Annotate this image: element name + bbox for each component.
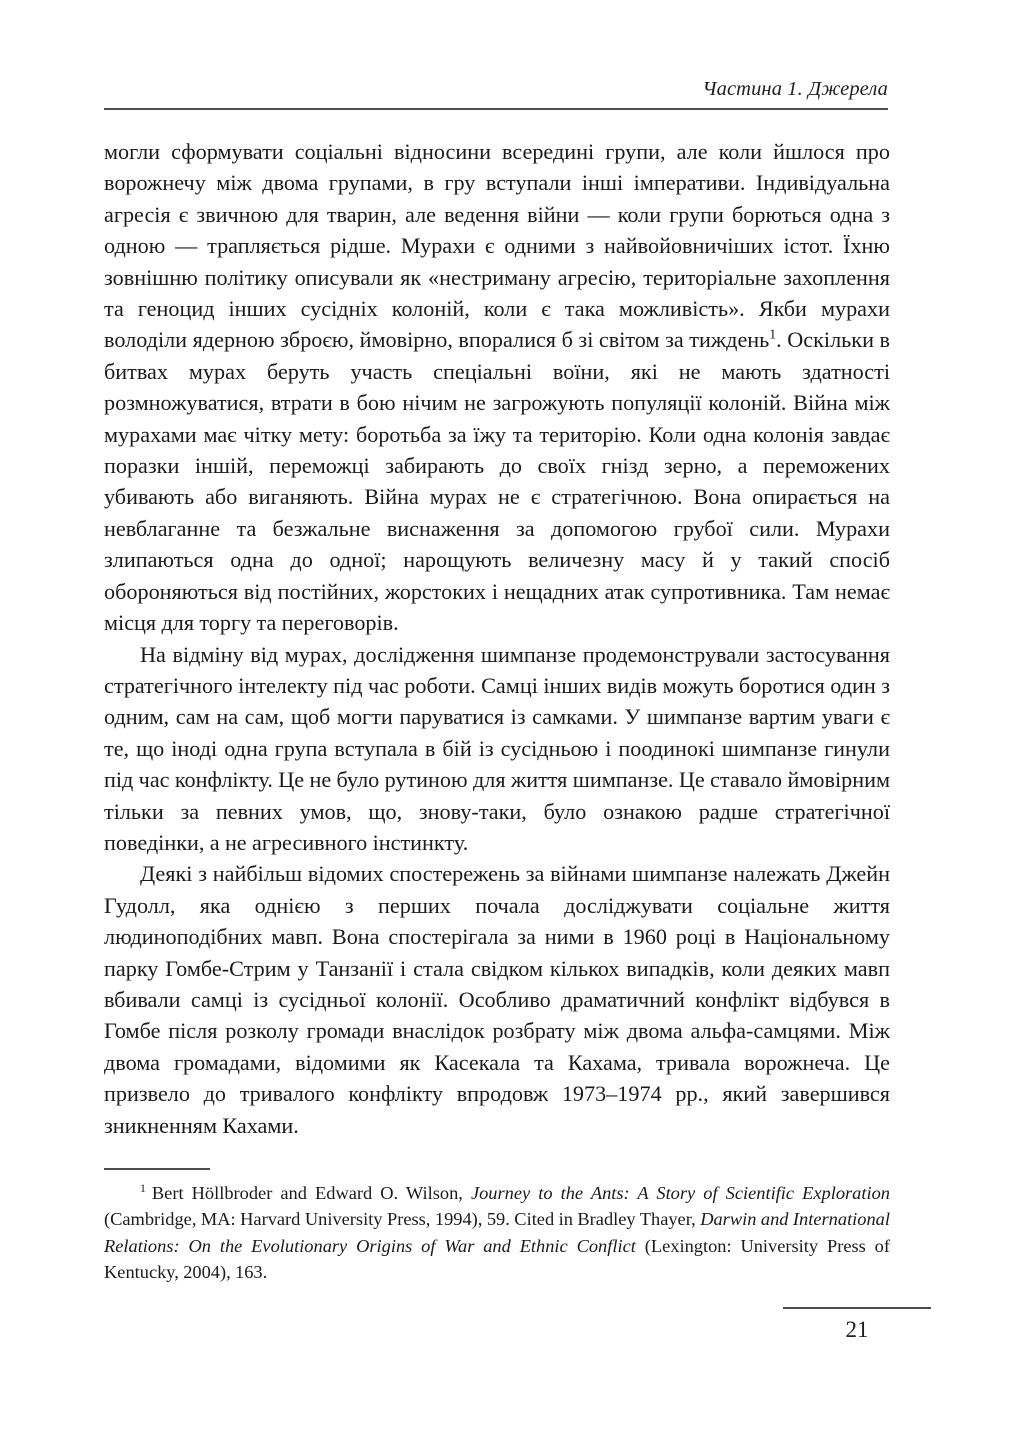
folio-block (783, 1307, 931, 1342)
paragraph-ants-text-before-footnote: могли сформувати соціальні відносини всередині групи, але коли йшлося про ворожнечу між двома групами, в гру вступали інші імперативи. Індивідуальна агресія є звичною для тварин, але ведення війни — коли групи борються одна з одною — трапляється рідше. Мурахи є одними з найвойовничіших істот. Їхню зовнішню політику описували як «нестриману агресію, територіальне захоплення та геноцид інших сусідніх колоній, коли є така можливість». Якби мурахи володіли ядерною зброєю, ймовірно, впоралися б зі світом за тиждень (104, 139, 890, 353)
footnote-segment-imprint-ants: (Cambridge, MA: Harvard University Press, 1994), 59. Cited in Bradley Thayer, (104, 1209, 701, 1230)
paragraph-goodall-text: Деякі з найбільш відомих спостережень за війнами шимпанзе належать Джейн Гудолл, яка однією з перших почала досліджувати соціальне життя людиноподібних мавп. Вона спостерігала за ними в 1960 році в Національному парку Гомбе-Стрим у Танзанії і стала свідком кількох випадків, коли деяких мавп вбивали самці із сусідньої колонії. Особливо драматичний конфлікт відбувся в Гомбе після розколу громади внаслідок розбрату між двома альфа-самцями. Між двома громадами, відомими як Касекала та Кахама, тривала ворожнеча. Це призвело до тривалого конфлікту впродовж 1973–1974 рр., який завершився зникненням Кахами. (104, 861, 890, 1138)
running-header (104, 78, 888, 110)
footnote-number: 1 (140, 1181, 146, 1195)
footnote-reference-marker[interactable]: 1 (769, 327, 777, 343)
paragraph-chimps-strategy-text: На відміну від мурах, дослідження шимпанзе продемонстрували застосування стратегічного інтелекту під час роботи. Самці інших видів можуть боротися один з одним, сам на сам, щоб могти паруватися із самками. У шимпанзе вартим уваги є те, що іноді одна група вступала в бій із сусідньою і поодинокі шимпанзе гинули під час конфлікту. Це не було рутиною для життя шимпанзе. Це ставало ймовірним тільки за певних умов, що, знову-таки, було ознакою радше стратегічної поведінки, а не агресивного інстинкту. (104, 641, 890, 855)
footnote-segment-author: Bert Höllbroder and Edward O. Wilson, (151, 1183, 471, 1203)
footnote-segment-title-ants: Journey to the Ants: A Story of Scientific Exploration (470, 1183, 890, 1203)
footnote-segment-title-darwin: Darwin and International Relations: On the Evolutionary Origins of War and Ethnic Conflict (104, 1209, 890, 1256)
footnote-segment-imprint-darwin: (Lexington: University Press of Kentucky, 2004), 163. (104, 1235, 891, 1283)
footnote-block (104, 1168, 890, 1286)
paragraph-goodall (104, 858, 890, 1141)
paragraph-chimps-strategy (104, 639, 890, 859)
header-divider-rule (104, 108, 888, 110)
paragraph-ants (104, 136, 890, 639)
body-text-block (104, 136, 890, 1141)
page-number: 21 (845, 1316, 869, 1342)
running-header-title: Частина 1. Джерела (702, 78, 888, 100)
footnote-entry-1 (104, 1180, 890, 1286)
folio-divider-rule (783, 1307, 931, 1309)
footnote-separator-rule (104, 1168, 210, 1170)
paragraph-ants-text-after-footnote: . Оскільки в битвах мурах беруть участь спеціальні воїни, які не мають здатності розмножуватися, втрати в бою нічим не загрожують популяції колоній. Війна між мурахами має чітку мету: боротьба за їжу та територію. Коли одна колонія завдає поразки іншій, переможці забирають до своїх гнізд зерно, а переможених убивають або виганяють. Війна мурах не є стратегічною. Вона опирається на невблаганне та безжальне виснаження за допомогою грубої сили. Мурахи злипаються одна до одної; нарощують величезну масу й у такий спосіб обороняються від постійних, жорстоких і нещадних атак супротивника. Там немає місця для торгу та переговорів. (104, 327, 890, 636)
